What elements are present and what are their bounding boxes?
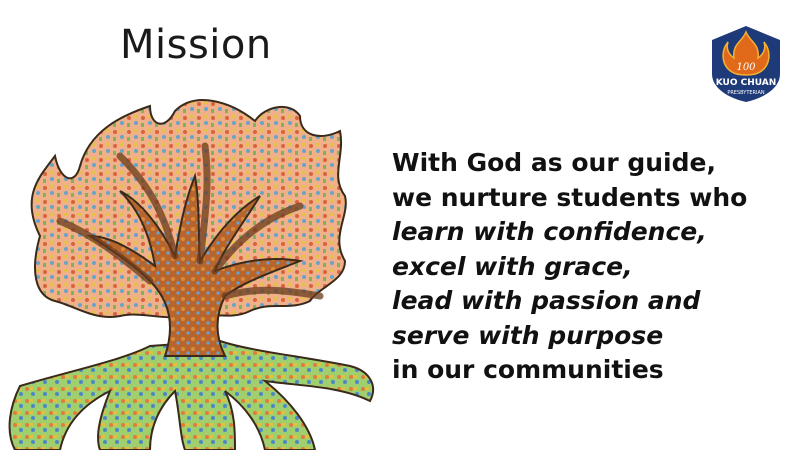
logo-number: 100 [736,62,756,73]
mission-line-4: excel with grace, [392,251,633,281]
school-logo [706,22,786,102]
mission-line-2: we nurture students who [392,182,748,212]
mission-line-3: learn with confidence, [392,217,707,246]
mission-line-1: With God as our guide, [392,148,716,177]
mission-line-6: serve with purpose [392,320,664,350]
logo-name: KUO CHUAN [715,78,777,88]
mission-statement [392,146,792,388]
logo-subtitle: PRESBYTERIAN [727,90,765,96]
slide-title: Mission [120,22,272,68]
mosaic-tree-illustration [0,86,390,450]
tree-roots [10,341,374,450]
mission-line-5: lead with passion and [392,286,701,315]
mission-line-7: in our communities [392,355,664,384]
